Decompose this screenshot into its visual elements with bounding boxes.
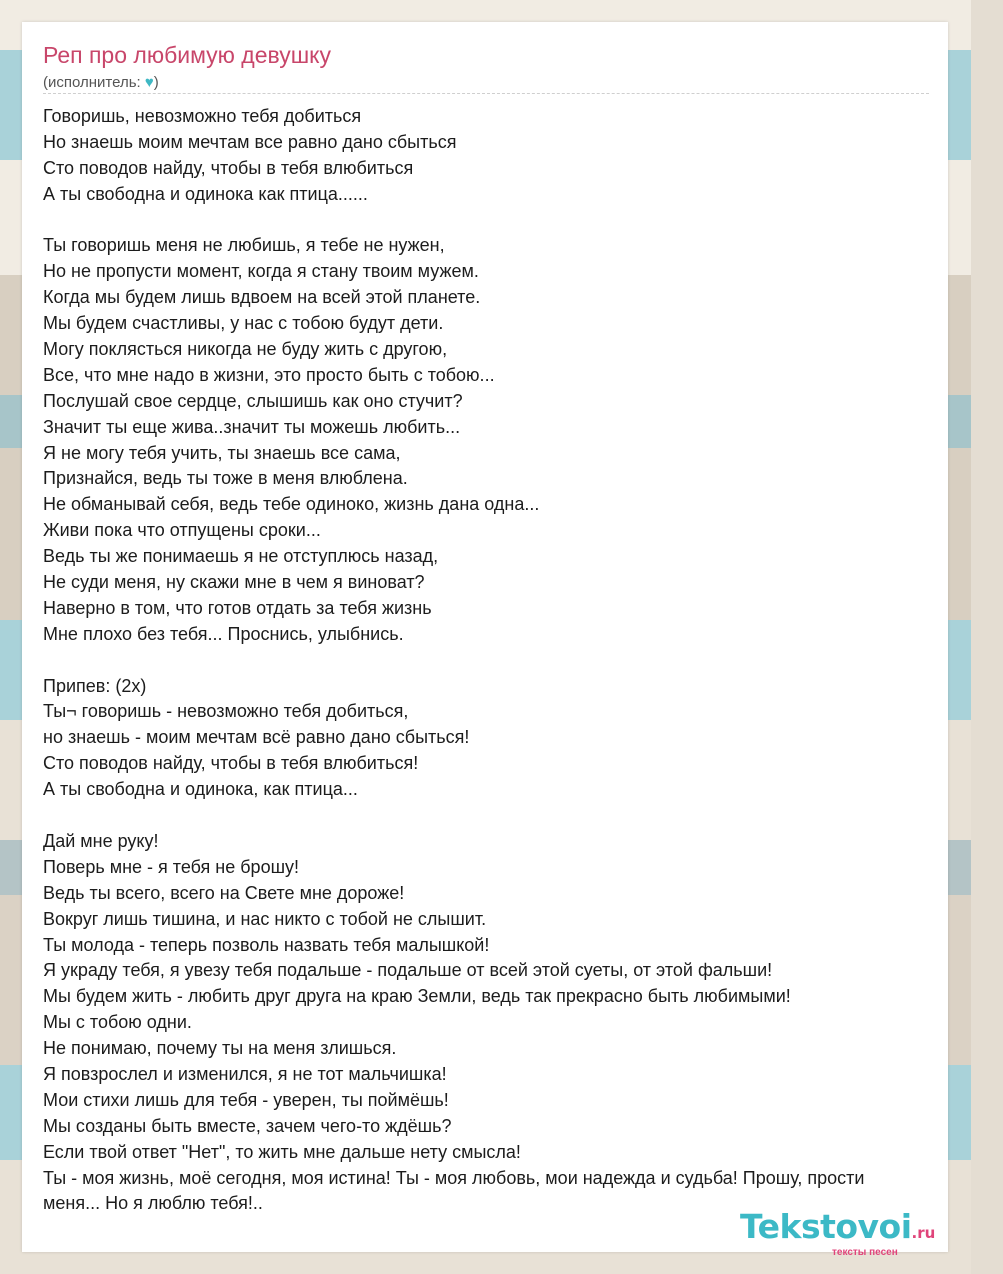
lyric-line: Но не пропусти момент, когда я стану твоим мужем. [43,261,479,282]
site-logo[interactable] [740,1207,936,1258]
lyric-line: Мне плохо без тебя... Проснись, улыбнись. [43,623,404,644]
song-title: Реп про любимую девушку [43,42,331,68]
stanza-gap [43,648,1003,674]
lyric-line: Значит ты еще жива..значит ты можешь любить... [43,416,461,437]
lyric-line: А ты свободна и одинока, как птица... [43,779,358,800]
lyric-line: Признайся, ведь ты тоже в меня влюблена. [43,468,408,489]
lyric-line: Могу поклясться никогда не буду жить с другою, [43,339,448,360]
lyric-line: меня... Но я люблю тебя!.. [43,1193,263,1214]
lyric-line: Я повзрослел и изменился, я не тот мальчишка! [43,1063,447,1084]
lyric-line: но знаешь - моим мечтам всё равно дано сбыться! [43,727,470,748]
lyrics-body [43,104,1003,1217]
lyric-line: Но знаешь моим мечтам все равно дано сбыться [43,131,457,152]
lyric-line: Ведь ты всего, всего на Свете мне дороже! [43,882,405,903]
lyric-line: Не понимаю, почему ты на меня злишься. [43,1038,397,1059]
lyric-line: Если твой ответ "Нет", то жить мне дальше нету смысла! [43,1141,521,1162]
lyric-line: А ты свободна и одинока как птица...... [43,183,368,204]
lyric-line: Ты молода - теперь позволь назвать тебя малышкой! [43,934,490,955]
lyric-line: Не суди меня, ну скажи мне в чем я виноват? [43,572,425,593]
lyric-line: Ты¬ говоришь - невозможно тебя добиться, [43,701,409,722]
lyric-line: Мы созданы быть вместе, зачем чего-то ждёшь? [43,1115,452,1136]
stanza-gap [43,208,1003,234]
lyric-line: Ты говоришь меня не любишь, я тебе не нужен, [43,235,445,256]
performer-line [43,74,159,91]
lyric-line: Вокруг лишь тишина, и нас никто с тобой не слышит. [43,908,487,929]
lyrics-sheet [22,22,948,1258]
lyric-line: Все, что мне надо в жизни, это просто быть с тобою... [43,364,495,385]
lyric-line: Сто поводов найду, чтобы в тебя влюбиться! [43,753,419,774]
lyric-line: Припев: (2х) [43,675,147,696]
lyric-line: Ты - моя жизнь, моё сегодня, моя истина! Ты - моя любовь, мои надежда и судьба! Прошу, прости [43,1167,865,1188]
lyric-line: Не обманывай себя, ведь тебе одиноко, жизнь дана одна... [43,494,540,515]
stanza-gap [43,803,1003,829]
lyric-line: Мы будем жить - любить друг друга на краю Земли, ведь так прекрасно быть любимыми! [43,986,791,1007]
lyric-line: Когда мы будем лишь вдвоем на всей этой планете. [43,287,481,308]
lyric-line: Мы будем счастливы, у нас с тобою будут дети. [43,313,444,334]
lyric-line: Я не могу тебя учить, ты знаешь все сама, [43,442,401,463]
lyric-line: Поверь мне - я тебя не брошу! [43,856,300,877]
lyric-line: Сто поводов найду, чтобы в тебя влюбиться [43,157,414,178]
lyric-line: Говоришь, невозможно тебя добиться [43,106,362,126]
title-divider [43,93,929,94]
lyric-line: Я украду тебя, я увезу тебя подальше - подальше от всей этой суеты, от этой фальши! [43,960,773,981]
logo-tagline: тексты песен [832,1247,898,1258]
lyric-line: Ведь ты же понимаешь я не отступлюсь назад, [43,546,439,567]
logo-tld: .ru [911,1224,936,1242]
heart-icon[interactable]: ♥ [144,74,154,91]
performer-prefix: (исполнитель: [43,74,145,91]
performer-suffix: ) [153,74,159,91]
logo-name: Tekstovoi [740,1207,912,1246]
lyric-line: Послушай свое сердце, слышишь как оно стучит? [43,390,463,411]
lyric-line: Мои стихи лишь для тебя - уверен, ты поймёшь! [43,1089,449,1110]
lyric-line: Живи пока что отпущены сроки... [43,520,321,541]
lyric-line: Мы с тобою одни. [43,1012,192,1033]
lyric-line: Наверно в том, что готов отдать за тебя жизнь [43,597,432,618]
lyric-line: Дай мне руку! [43,830,159,851]
